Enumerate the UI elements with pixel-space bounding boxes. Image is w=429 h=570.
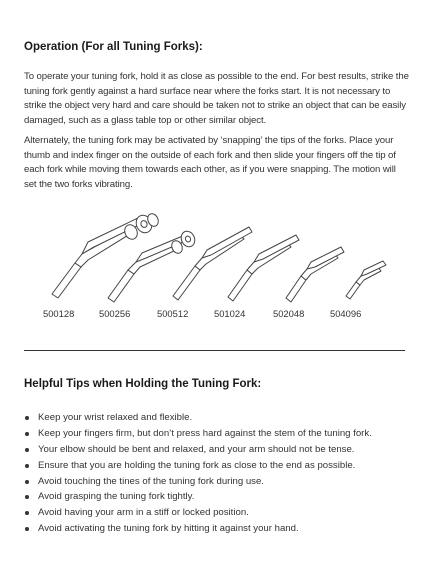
tuning-fork-501024 xyxy=(228,235,299,301)
tip-item xyxy=(24,458,414,474)
tip-item xyxy=(24,521,414,537)
tip-text: Avoid grasping the tuning fork tightly. xyxy=(38,491,195,503)
tip-item xyxy=(24,426,414,442)
bullet-icon xyxy=(25,448,29,452)
tips-heading: Helpful Tips when Holding the Tuning Fork: xyxy=(24,378,262,390)
tip-item xyxy=(24,410,414,426)
fork-label-500256: 500256 xyxy=(99,308,131,319)
tip-item xyxy=(24,474,414,490)
fork-label-504096: 504096 xyxy=(330,308,362,319)
section-divider xyxy=(24,350,405,351)
tip-text: Keep your fingers firm, but don’t press hard against the stem of the tuning fork. xyxy=(38,427,372,439)
tip-text: Avoid activating the tuning fork by hitting it against your hand. xyxy=(38,523,299,535)
tip-text: Keep your wrist relaxed and flexible. xyxy=(38,412,193,423)
tip-item xyxy=(24,489,414,505)
fork-label-502048: 502048 xyxy=(273,308,305,319)
bullet-icon xyxy=(25,480,29,484)
fork-label-500128: 500128 xyxy=(43,308,75,319)
tuning-fork-504096 xyxy=(346,261,386,299)
tip-text: Your elbow should be bent and relaxed, and your arm should not be tense. xyxy=(38,443,355,455)
tuning-forks-illustration xyxy=(30,212,400,322)
fork-label-501024: 501024 xyxy=(214,308,246,319)
bullet-icon xyxy=(25,432,29,436)
fork-model-labels xyxy=(0,308,429,324)
operation-heading: Operation (For all Tuning Forks): xyxy=(24,41,203,53)
bullet-icon xyxy=(25,495,29,499)
operation-paragraph-2: Alternately, the tuning fork may be activated by ‘snapping’ the tips of the forks. Place your thumb and index finger on the outside of each fork and then slide your fingers off the tip of each fork while moving them towards each other, as if you were snapping. The motion will set the two forks vibrating. xyxy=(24,135,396,190)
tip-text: Avoid touching the tines of the tuning fork during use. xyxy=(38,475,264,487)
tuning-fork-502048 xyxy=(286,247,344,302)
bullet-icon xyxy=(25,527,29,531)
bullet-icon xyxy=(25,416,29,420)
bullet-icon xyxy=(25,464,29,468)
operation-paragraph-1: To operate your tuning fork, hold it as close as possible to the end. For best results, strike the tuning fork gently against a hard surface near where the forks start. It is not necessary to strike the object very hard and care should be taken not to strike an object that can be easily damaged, such as a glass table top or other similar object. xyxy=(24,71,409,126)
tip-item xyxy=(24,442,414,458)
bullet-icon xyxy=(25,511,29,515)
tips-list xyxy=(24,410,414,537)
tip-item xyxy=(24,505,414,521)
tip-text: Avoid having your arm in a stiff or locked position. xyxy=(38,507,249,519)
fork-label-500512: 500512 xyxy=(157,308,189,319)
tip-text: Ensure that you are holding the tuning fork as close to the end as possible. xyxy=(38,459,356,471)
